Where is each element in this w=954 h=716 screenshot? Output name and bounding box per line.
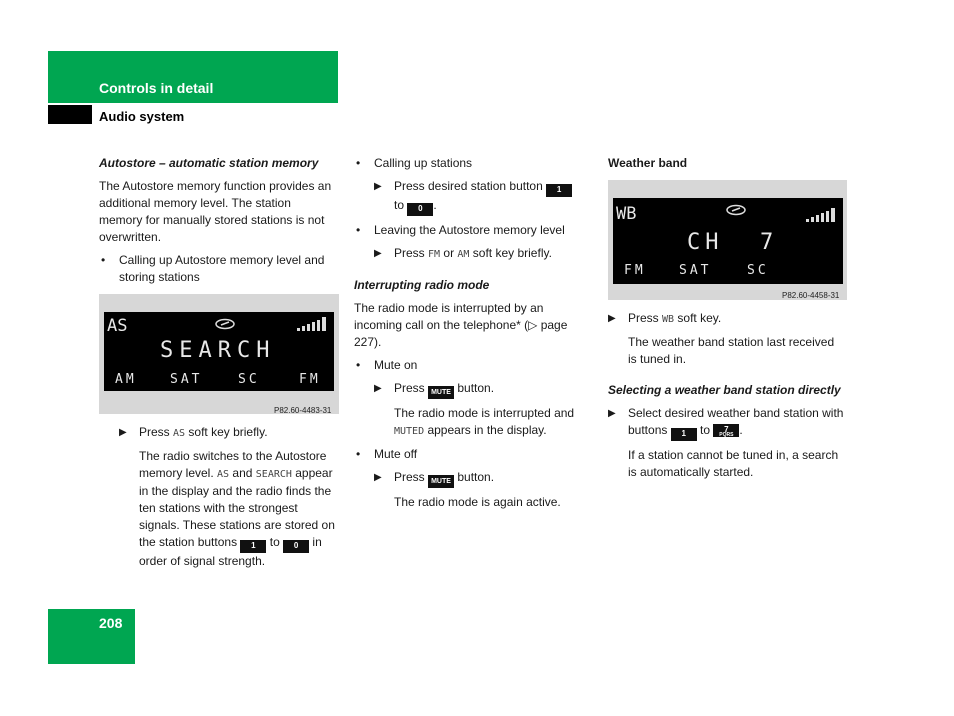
softkey-label-sat: SAT	[170, 372, 203, 387]
arrow-icon: ▶	[608, 313, 616, 324]
arrow-icon: ▶	[374, 472, 382, 483]
lcd-mode-label: WB	[616, 204, 637, 224]
arrow-icon: ▶	[608, 408, 616, 419]
softkey-label-sat: SAT	[679, 263, 712, 278]
step-press-as: ▶ Press AS soft key briefly.	[119, 425, 268, 439]
arrow-icon: ▶	[374, 383, 382, 394]
page-number: 208	[99, 615, 123, 631]
section-title: Controls in detail	[99, 80, 214, 96]
lcd-screen	[613, 198, 843, 284]
arrow-icon: ▶	[374, 248, 382, 259]
softkey-label-sc: SC	[238, 372, 260, 387]
autostore-display-figure	[99, 294, 339, 414]
mute-button: MUTE	[428, 386, 454, 399]
autostore-description: The radio switches to the Autostore memory level. AS and SEARCH appear in the display and the radio finds the ten stations with the strongest signals. These stations are stored on the station buttons 1 to 0 in order of signal strength.	[139, 449, 335, 568]
station-button-0: 0	[283, 540, 309, 553]
autostore-heading: Autostore – automatic station memory	[99, 156, 319, 170]
arrow-icon: ▶	[119, 427, 127, 438]
active-description: The radio mode is again active.	[394, 495, 561, 509]
mute-button: MUTE	[428, 475, 454, 488]
softkey-label-am: AM	[115, 372, 137, 387]
column-2	[354, 155, 592, 517]
step-press-fm-am: ▶ Press FM or AM soft key briefly.	[374, 246, 552, 260]
search-note: If a station cannot be tuned in, a search is automatically started.	[628, 448, 839, 479]
station-button-1: 1	[671, 428, 697, 441]
step-press-station: ▶ Press desired station button 1 to 0 .	[354, 178, 592, 216]
autostore-intro: The Autostore memory function provides an additional memory level. The station memory for manually stored stations is not overwritten.	[99, 179, 332, 244]
bullet-autostore-call: • Calling up Autostore memory level and storing stations	[99, 252, 337, 286]
figure-caption: P82.60-4458-31	[782, 291, 840, 300]
station-button-1: 1	[240, 540, 266, 553]
step-select-station: ▶ Select desired weather band station with buttons 1 to 7 PQRS .	[608, 405, 846, 441]
bullet-mute-off: • Mute off	[354, 446, 592, 463]
softkey-label-sc: SC	[747, 263, 769, 278]
step-press-wb: ▶ Press WB soft key.	[608, 311, 722, 325]
station-button-1: 1	[546, 184, 572, 197]
phone-icon	[725, 204, 747, 221]
bullet-mute-on: • Mute on	[354, 357, 592, 374]
step-press-mute-on: ▶ Press MUTE button.	[354, 380, 592, 399]
bullet-calling-up: • Calling up stations	[354, 155, 592, 172]
lcd-mode-label: AS	[107, 316, 128, 336]
arrow-icon: ▶	[374, 181, 382, 192]
station-button-0: 0	[407, 203, 433, 216]
lcd-screen	[104, 312, 334, 391]
softkey-label-fm: FM	[624, 263, 646, 278]
lcd-main-text: CH 7	[687, 230, 779, 255]
figure-caption: P82.60-4483-31	[274, 406, 332, 415]
signal-strength-icon	[806, 206, 840, 229]
page-ref-arrow-icon: ▷	[528, 318, 538, 332]
lcd-main-text: SEARCH	[160, 338, 276, 363]
bullet-leaving: • Leaving the Autostore memory level	[354, 222, 592, 239]
muted-description: The radio mode is interrupted and MUTED appears in the display.	[394, 406, 575, 437]
step-press-mute-off: ▶ Press MUTE button.	[354, 469, 592, 488]
interrupt-text: The radio mode is interrupted by an incoming call on the telephone* (▷ page 227).	[354, 301, 568, 349]
interrupt-heading: Interrupting radio mode	[354, 278, 490, 292]
header-marker	[48, 105, 92, 124]
column-3	[608, 155, 846, 487]
weather-display-figure	[608, 180, 847, 300]
softkey-label-fm: FM	[299, 372, 321, 387]
column-1	[99, 155, 337, 576]
signal-strength-icon	[297, 315, 331, 338]
select-heading: Selecting a weather band station directly	[608, 383, 841, 397]
subsection-title: Audio system	[99, 109, 185, 124]
station-button-7: 7 PQRS	[713, 424, 739, 437]
last-received-text: The weather band station last received is tuned in.	[628, 335, 835, 366]
weather-band-heading: Weather band	[608, 156, 688, 170]
phone-icon	[214, 318, 236, 335]
